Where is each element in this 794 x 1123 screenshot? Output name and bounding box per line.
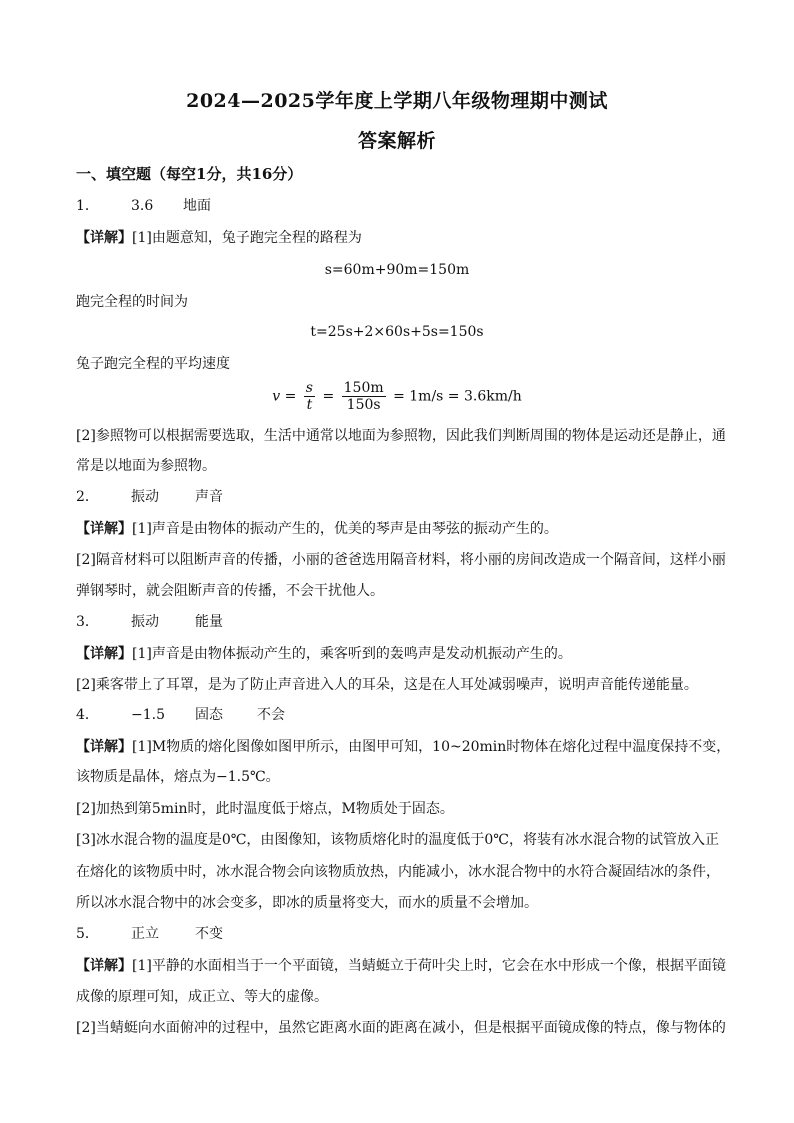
explanation-line: 【详解】[1]声音是由物体的振动产生的，优美的琴声是由琴弦的振动产生的。 xyxy=(76,521,558,537)
explanation-line: 【详解】[1]平静的水面相当于一个平面镜，当蜻蜓立于荷叶尖上时，它会在水中形成一个像，根据平面镜 xyxy=(76,958,726,974)
answer-1: 正立 xyxy=(131,926,159,942)
explanation-line: [2]参照物可以根据需要选取，生活中通常以地面为参照物，因此我们判断周围的物体是运动还是静止，通 xyxy=(76,428,726,444)
fraction-s-over-t: $\frac{s}{t}$ xyxy=(305,380,313,413)
section-heading: 一、填空题（每空1分，共16分） xyxy=(76,165,303,183)
explanation-line: 常是以地面为参照物。 xyxy=(76,458,216,474)
question-4-answers xyxy=(76,705,726,725)
answer-2: 能量 xyxy=(195,614,223,630)
question-1-answers xyxy=(76,196,726,216)
answer-1: 振动 xyxy=(131,489,159,505)
equation-speed: v = $\frac{s}{t}$ = $\frac{150m}{150s}$ = 1m/s = 3.6km/h xyxy=(272,380,522,413)
question-number: 1． xyxy=(76,198,99,214)
explanation-line: [3]冰水混合物的温度是0℃，由图像知，该物质熔化时的温度低于0℃，将装有冰水混合物的试管放入正 xyxy=(76,832,719,848)
question-number: 2． xyxy=(76,489,99,505)
explanation-line: [2]当蜻蜓向水面俯冲的过程中，虽然它距离水面的距离在减小，但是根据平面镜成像的特点，像与物体的 xyxy=(76,1020,726,1036)
explanation-line: 在熔化的该物质中时，冰水混合物会向该物质放热，内能减小，冰水混合物中的水符合凝固结冰的条件， xyxy=(76,864,720,880)
explanation-line: [2]乘客带上了耳罩，是为了防止声音进入人的耳朵，这是在人耳处减弱噪声，说明声音能传递能量。 xyxy=(76,677,698,693)
answer-2: 地面 xyxy=(183,198,211,214)
detail-tag: 【详解】 xyxy=(76,521,132,537)
explanation-line: 【详解】[1]M物质的熔化图像如图甲所示，由图甲可知，10~20min时物体在熔化过程中温度保持不变， xyxy=(76,739,731,755)
question-3-answers xyxy=(76,612,726,632)
detail-tag: 【详解】 xyxy=(76,958,132,974)
answer-1: 振动 xyxy=(131,614,159,630)
answer-2: 固态 xyxy=(195,707,223,723)
question-number: 5． xyxy=(76,926,99,942)
explanation-line: 该物质是晶体，熔点为−1.5℃。 xyxy=(76,769,280,785)
explanation-line: [2]隔音材料可以阻断声音的传播，小丽的爸爸选用隔音材料，将小丽的房间改造成一个隔音间，这样小丽 xyxy=(76,552,726,568)
explanation-line: 【详解】[1]由题意知，兔子跑完全程的路程为 xyxy=(76,230,362,246)
answer-1: −1.5 xyxy=(131,707,165,723)
answer-1: 3.6 xyxy=(131,198,154,214)
fraction-values: $\frac{150m}{150s}$ xyxy=(343,380,384,413)
explanation-line: 跑完全程的时间为 xyxy=(76,294,188,310)
question-number: 3． xyxy=(76,614,99,630)
detail-tag: 【详解】 xyxy=(76,646,132,662)
page-title: 2024—2025学年度上学期八年级物理期中测试 xyxy=(186,90,608,112)
question-2-answers xyxy=(76,487,726,507)
answer-3: 不会 xyxy=(257,707,285,723)
explanation-line: 弹钢琴时，就会阻断声音的传播，不会干扰他人。 xyxy=(76,583,384,599)
explanation-line: 【详解】[1]声音是由物体振动产生的，乘客听到的轰鸣声是发动机振动产生的。 xyxy=(76,646,572,662)
detail-tag: 【详解】 xyxy=(76,230,132,246)
explanation-line: 兔子跑完全程的平均速度 xyxy=(76,356,230,372)
answer-2: 不变 xyxy=(195,926,223,942)
explanation-line: 所以冰水混合物中的冰会变多，即冰的质量将变大，而水的质量不会增加。 xyxy=(76,895,538,911)
page-subtitle: 答案解析 xyxy=(357,130,436,152)
question-5-answers xyxy=(76,924,726,944)
equation-time: t=25s+2×60s+5s=150s xyxy=(310,324,484,340)
question-number: 4． xyxy=(76,707,99,723)
answer-2: 声音 xyxy=(195,489,223,505)
explanation-line: [2]加热到第5min时，此时温度低于熔点，M物质处于固态。 xyxy=(76,801,454,817)
detail-tag: 【详解】 xyxy=(76,739,132,755)
explanation-line: 成像的原理可知，成正立、等大的虚像。 xyxy=(76,989,328,1005)
equation-distance: s=60m+90m=150m xyxy=(324,262,470,278)
